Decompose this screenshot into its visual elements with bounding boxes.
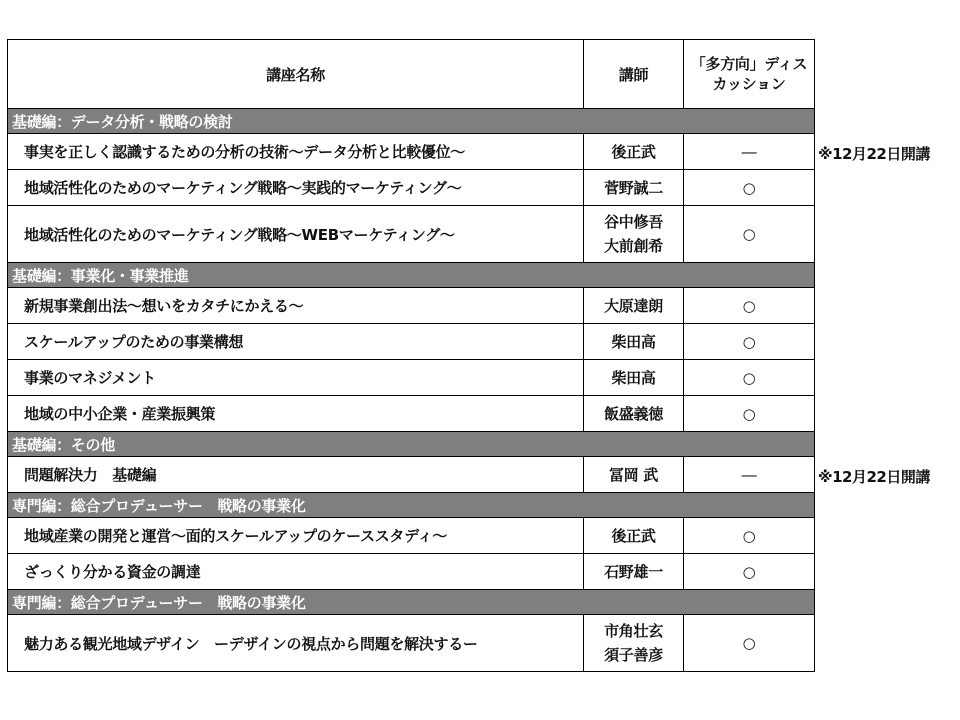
discussion-mark-cell: ○ bbox=[684, 324, 815, 360]
lecturer-name: 後正武 bbox=[611, 142, 656, 161]
lecturer-name: 飯盛義徳 bbox=[604, 404, 663, 423]
table-row bbox=[8, 360, 815, 396]
table-row bbox=[8, 134, 815, 170]
section-title: 専門編：総合プロデューサー 戦略の事業化 bbox=[8, 590, 815, 615]
lecturer-name: 菅野誠二 bbox=[604, 178, 663, 197]
discussion-mark-cell: ○ bbox=[684, 170, 815, 206]
lecturer-cell bbox=[584, 396, 684, 432]
table-row bbox=[8, 288, 815, 324]
lecturer-cell bbox=[584, 134, 684, 170]
course-name-cell: 問題解決力 基礎編 bbox=[8, 457, 584, 493]
section-header-row bbox=[8, 493, 815, 518]
course-name-cell: 地域活性化のためのマーケティング戦略～WEBマーケティング～ bbox=[8, 206, 584, 263]
course-name-cell: 地域活性化のためのマーケティング戦略～実践的マーケティング～ bbox=[8, 170, 584, 206]
discussion-mark-cell: ― bbox=[684, 457, 815, 493]
section-title: 基礎編：データ分析・戦略の検討 bbox=[8, 109, 815, 134]
lecturer-cell bbox=[584, 615, 684, 672]
lecturer-name: 市角壮玄 bbox=[604, 622, 663, 640]
lecturer-cell bbox=[584, 324, 684, 360]
header-discussion bbox=[684, 40, 815, 109]
discussion-mark-cell: ○ bbox=[684, 288, 815, 324]
table-header-row bbox=[8, 40, 815, 109]
lecturer-cell bbox=[584, 360, 684, 396]
table-row bbox=[8, 615, 815, 672]
discussion-mark-cell: ○ bbox=[684, 518, 815, 554]
start-date-note: ※12月22日開講 bbox=[818, 467, 930, 486]
table-row bbox=[8, 170, 815, 206]
lecturer-name: 柴田高 bbox=[611, 368, 656, 387]
lecturer-name: 須子善彦 bbox=[604, 646, 663, 664]
discussion-mark-cell: ○ bbox=[684, 360, 815, 396]
course-name-cell: 事実を正しく認識するための分析の技術～データ分析と比較優位～ bbox=[8, 134, 584, 170]
lecturer-cell bbox=[584, 170, 684, 206]
header-course-name: 講座名称 bbox=[8, 40, 584, 109]
section-header-row bbox=[8, 590, 815, 615]
table-row bbox=[8, 518, 815, 554]
section-title: 専門編：総合プロデューサー 戦略の事業化 bbox=[8, 493, 815, 518]
header-discussion-line2: カッション bbox=[712, 75, 786, 93]
section-title: 基礎編：その他 bbox=[8, 432, 815, 457]
header-discussion-line1: 「多方向」ディス bbox=[690, 55, 808, 73]
course-name-cell: スケールアップのための事業構想 bbox=[8, 324, 584, 360]
lecturer-name: 大前創希 bbox=[604, 237, 663, 255]
discussion-mark-cell: ― bbox=[684, 134, 815, 170]
course-name-cell: 新規事業創出法～想いをカタチにかえる～ bbox=[8, 288, 584, 324]
course-name-cell: 地域産業の開発と運営～面的スケールアップのケーススタディ～ bbox=[8, 518, 584, 554]
lecturer-cell bbox=[584, 554, 684, 590]
table-row bbox=[8, 554, 815, 590]
lecturer-name: 谷中修吾 bbox=[604, 213, 663, 231]
table-row bbox=[8, 324, 815, 360]
course-name-cell: 魅力ある観光地域デザイン ーデザインの視点から問題を解決するー bbox=[8, 615, 584, 672]
discussion-mark-cell: ○ bbox=[684, 206, 815, 263]
lecturer-cell bbox=[584, 288, 684, 324]
lecturer-name: 大原達朗 bbox=[604, 296, 663, 315]
lecturer-name: 柴田高 bbox=[611, 332, 656, 351]
section-header-row bbox=[8, 432, 815, 457]
section-header-row bbox=[8, 109, 815, 134]
course-table bbox=[7, 39, 815, 672]
discussion-mark-cell: ○ bbox=[684, 615, 815, 672]
start-date-note: ※12月22日開講 bbox=[818, 144, 930, 163]
course-name-cell: 事業のマネジメント bbox=[8, 360, 584, 396]
section-title: 基礎編：事業化・事業推進 bbox=[8, 263, 815, 288]
lecturer-cell bbox=[584, 457, 684, 493]
lecturer-name: 後正武 bbox=[611, 526, 656, 545]
course-name-cell: ざっくり分かる資金の調達 bbox=[8, 554, 584, 590]
discussion-mark-cell: ○ bbox=[684, 554, 815, 590]
discussion-mark-cell: ○ bbox=[684, 396, 815, 432]
section-header-row bbox=[8, 263, 815, 288]
table-row bbox=[8, 457, 815, 493]
lecturer-cell bbox=[584, 518, 684, 554]
table-row bbox=[8, 396, 815, 432]
header-lecturer: 講師 bbox=[584, 40, 684, 109]
table-row bbox=[8, 206, 815, 263]
lecturer-name: 冨岡 武 bbox=[608, 465, 659, 484]
course-name-cell: 地域の中小企業・産業振興策 bbox=[8, 396, 584, 432]
lecturer-name: 石野雄一 bbox=[604, 562, 663, 581]
lecturer-cell bbox=[584, 206, 684, 263]
